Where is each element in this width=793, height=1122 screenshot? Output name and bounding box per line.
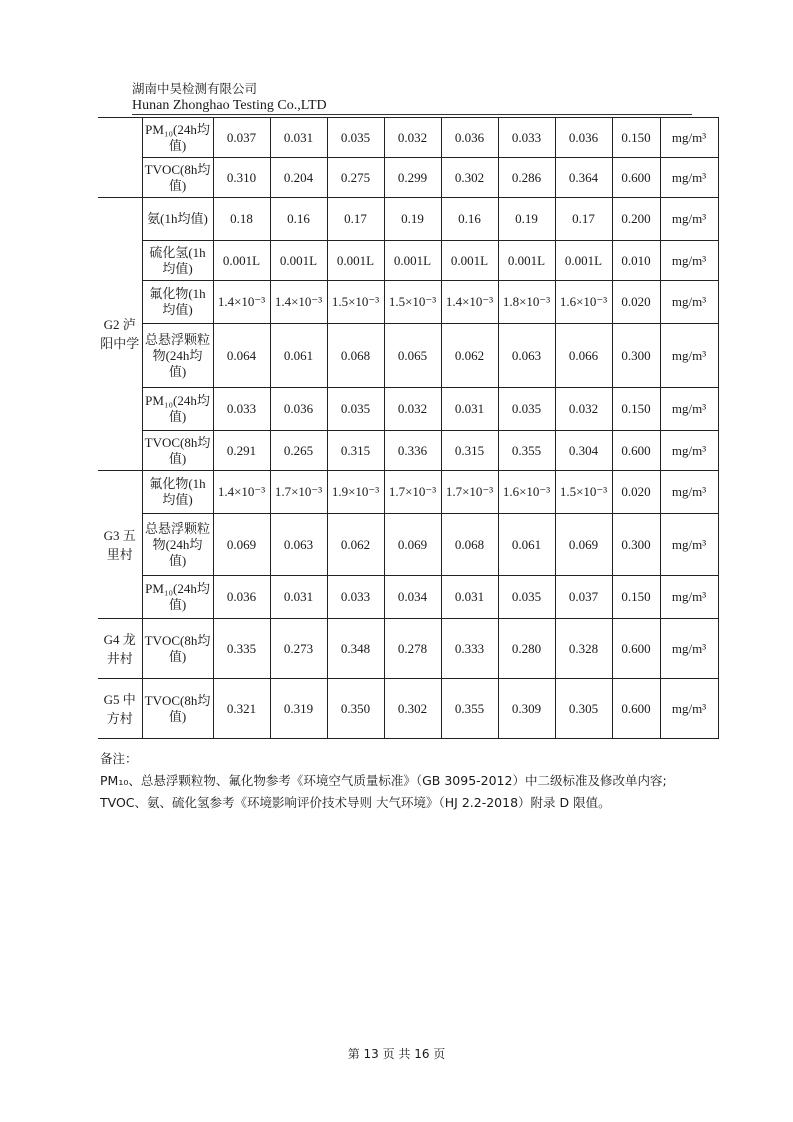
- value-cell: 0.18: [213, 198, 270, 241]
- value-cell: 0.064: [213, 324, 270, 388]
- value-cell: 0.273: [270, 619, 327, 679]
- value-cell: 0.033: [213, 388, 270, 431]
- limit-cell: 0.150: [612, 576, 660, 619]
- value-cell: 0.286: [498, 158, 555, 198]
- value-cell: 0.062: [327, 514, 384, 576]
- value-cell: 0.068: [441, 514, 498, 576]
- value-cell: 0.291: [213, 431, 270, 471]
- value-cell: 0.001L: [384, 241, 441, 281]
- unit-cell: mg/m³: [660, 324, 718, 388]
- limit-cell: 0.020: [612, 471, 660, 514]
- value-cell: 1.4×10⁻³: [213, 471, 270, 514]
- table-row: [98, 324, 718, 388]
- notes: [100, 748, 720, 814]
- value-cell: 0.19: [384, 198, 441, 241]
- parameter-cell: 氟化物(1h均值): [142, 471, 213, 514]
- value-cell: 0.333: [441, 619, 498, 679]
- value-cell: 0.355: [498, 431, 555, 471]
- value-cell: 0.275: [327, 158, 384, 198]
- value-cell: 0.16: [441, 198, 498, 241]
- parameter-cell: 氨(1h均值): [142, 198, 213, 241]
- value-cell: 0.304: [555, 431, 612, 471]
- value-cell: 0.328: [555, 619, 612, 679]
- value-cell: 0.278: [384, 619, 441, 679]
- value-cell: 0.061: [270, 324, 327, 388]
- value-cell: 0.063: [498, 324, 555, 388]
- limit-cell: 0.150: [612, 118, 660, 158]
- value-cell: 0.034: [384, 576, 441, 619]
- value-cell: 0.069: [384, 514, 441, 576]
- unit-cell: mg/m³: [660, 241, 718, 281]
- value-cell: 0.17: [555, 198, 612, 241]
- value-cell: 0.001L: [270, 241, 327, 281]
- value-cell: 1.6×10⁻³: [498, 471, 555, 514]
- value-cell: 0.001L: [441, 241, 498, 281]
- limit-cell: 0.020: [612, 281, 660, 324]
- table-row: [98, 158, 718, 198]
- value-cell: 1.7×10⁻³: [441, 471, 498, 514]
- parameter-cell: TVOC(8h均值): [142, 431, 213, 471]
- value-cell: 1.8×10⁻³: [498, 281, 555, 324]
- table-row: [98, 388, 718, 431]
- limit-cell: 0.300: [612, 514, 660, 576]
- value-cell: 0.001L: [498, 241, 555, 281]
- value-cell: 1.4×10⁻³: [270, 281, 327, 324]
- value-cell: 0.037: [555, 576, 612, 619]
- parameter-cell: 氟化物(1h均值): [142, 281, 213, 324]
- value-cell: 0.061: [498, 514, 555, 576]
- value-cell: 0.031: [270, 576, 327, 619]
- company-name-cn: 湖南中昊检测有限公司: [132, 81, 258, 96]
- table-row: [98, 241, 718, 281]
- limit-cell: 0.150: [612, 388, 660, 431]
- table-row: [98, 471, 718, 514]
- value-cell: 0.036: [441, 118, 498, 158]
- unit-cell: mg/m³: [660, 679, 718, 739]
- limit-cell: 0.200: [612, 198, 660, 241]
- site-cell: G3 五里村: [98, 471, 142, 619]
- value-cell: 1.7×10⁻³: [270, 471, 327, 514]
- limit-cell: 0.600: [612, 431, 660, 471]
- unit-cell: mg/m³: [660, 388, 718, 431]
- value-cell: 0.036: [213, 576, 270, 619]
- table-row: [98, 281, 718, 324]
- table-row: [98, 514, 718, 576]
- value-cell: 0.265: [270, 431, 327, 471]
- site-cell: G4 龙井村: [98, 619, 142, 679]
- value-cell: 0.280: [498, 619, 555, 679]
- value-cell: 0.036: [555, 118, 612, 158]
- parameter-cell: 总悬浮颗粒物(24h均值): [142, 514, 213, 576]
- table-row: [98, 619, 718, 679]
- value-cell: 0.315: [441, 431, 498, 471]
- value-cell: 0.033: [327, 576, 384, 619]
- value-cell: 0.299: [384, 158, 441, 198]
- air-quality-table: [98, 117, 719, 739]
- page-number: 第 13 页 共 16 页: [347, 1047, 446, 1061]
- unit-cell: mg/m³: [660, 576, 718, 619]
- table-row: [98, 576, 718, 619]
- limit-cell: 0.300: [612, 324, 660, 388]
- value-cell: 0.031: [441, 576, 498, 619]
- value-cell: 0.309: [498, 679, 555, 739]
- value-cell: 0.037: [213, 118, 270, 158]
- notes-line-1: PM₁₀、总悬浮颗粒物、氟化物参考《环境空气质量标准》（GB 3095-2012）中二级标准及修改单内容;: [100, 773, 667, 788]
- notes-line-2: TVOC、氨、硫化氢参考《环境影响评价技术导则 大气环境》（HJ 2.2-2018）附录 D 限值。: [100, 795, 611, 810]
- value-cell: 1.5×10⁻³: [384, 281, 441, 324]
- value-cell: 1.7×10⁻³: [384, 471, 441, 514]
- unit-cell: mg/m³: [660, 619, 718, 679]
- value-cell: 0.319: [270, 679, 327, 739]
- value-cell: 1.4×10⁻³: [441, 281, 498, 324]
- parameter-cell: PM₁₀(24h均值): [142, 118, 213, 158]
- site-cell: G5 中方村: [98, 679, 142, 739]
- value-cell: 0.032: [384, 118, 441, 158]
- value-cell: 0.001L: [213, 241, 270, 281]
- value-cell: 0.036: [270, 388, 327, 431]
- unit-cell: mg/m³: [660, 198, 718, 241]
- value-cell: 0.066: [555, 324, 612, 388]
- value-cell: 0.302: [384, 679, 441, 739]
- value-cell: 0.335: [213, 619, 270, 679]
- value-cell: 0.310: [213, 158, 270, 198]
- value-cell: 0.068: [327, 324, 384, 388]
- value-cell: 0.364: [555, 158, 612, 198]
- value-cell: 0.348: [327, 619, 384, 679]
- value-cell: 0.16: [270, 198, 327, 241]
- parameter-cell: 硫化氢(1h均值): [142, 241, 213, 281]
- value-cell: 0.069: [555, 514, 612, 576]
- unit-cell: mg/m³: [660, 471, 718, 514]
- value-cell: 0.204: [270, 158, 327, 198]
- table-row: [98, 198, 718, 241]
- value-cell: 0.305: [555, 679, 612, 739]
- table-row: [98, 431, 718, 471]
- parameter-cell: TVOC(8h均值): [142, 679, 213, 739]
- limit-cell: 0.010: [612, 241, 660, 281]
- unit-cell: mg/m³: [660, 431, 718, 471]
- table-row: [98, 679, 718, 739]
- value-cell: 0.355: [441, 679, 498, 739]
- value-cell: 0.062: [441, 324, 498, 388]
- unit-cell: mg/m³: [660, 158, 718, 198]
- site-cell: [98, 118, 142, 198]
- value-cell: 0.063: [270, 514, 327, 576]
- notes-title: 备注：: [100, 751, 138, 766]
- value-cell: 1.5×10⁻³: [555, 471, 612, 514]
- value-cell: 0.035: [327, 118, 384, 158]
- page-header: [132, 80, 692, 115]
- value-cell: 0.17: [327, 198, 384, 241]
- value-cell: 0.032: [384, 388, 441, 431]
- limit-cell: 0.600: [612, 619, 660, 679]
- value-cell: 0.19: [498, 198, 555, 241]
- parameter-cell: PM₁₀(24h均值): [142, 576, 213, 619]
- value-cell: 0.001L: [327, 241, 384, 281]
- value-cell: 0.035: [498, 576, 555, 619]
- site-cell: G2 泸阳中学: [98, 198, 142, 471]
- limit-cell: 0.600: [612, 158, 660, 198]
- value-cell: 0.336: [384, 431, 441, 471]
- table-row: [98, 118, 718, 158]
- limit-cell: 0.600: [612, 679, 660, 739]
- value-cell: 0.069: [213, 514, 270, 576]
- value-cell: 0.350: [327, 679, 384, 739]
- unit-cell: mg/m³: [660, 118, 718, 158]
- parameter-cell: TVOC(8h均值): [142, 619, 213, 679]
- value-cell: 0.031: [270, 118, 327, 158]
- value-cell: 1.6×10⁻³: [555, 281, 612, 324]
- value-cell: 0.032: [555, 388, 612, 431]
- value-cell: 0.035: [327, 388, 384, 431]
- value-cell: 1.4×10⁻³: [213, 281, 270, 324]
- value-cell: 0.065: [384, 324, 441, 388]
- value-cell: 0.001L: [555, 241, 612, 281]
- parameter-cell: TVOC(8h均值): [142, 158, 213, 198]
- value-cell: 0.031: [441, 388, 498, 431]
- value-cell: 1.5×10⁻³: [327, 281, 384, 324]
- unit-cell: mg/m³: [660, 281, 718, 324]
- company-name-en: Hunan Zhonghao Testing Co.,LTD: [132, 98, 327, 113]
- value-cell: 0.302: [441, 158, 498, 198]
- parameter-cell: 总悬浮颗粒物(24h均值): [142, 324, 213, 388]
- parameter-cell: PM₁₀(24h均值): [142, 388, 213, 431]
- unit-cell: mg/m³: [660, 514, 718, 576]
- value-cell: 1.9×10⁻³: [327, 471, 384, 514]
- value-cell: 0.315: [327, 431, 384, 471]
- value-cell: 0.321: [213, 679, 270, 739]
- value-cell: 0.033: [498, 118, 555, 158]
- value-cell: 0.035: [498, 388, 555, 431]
